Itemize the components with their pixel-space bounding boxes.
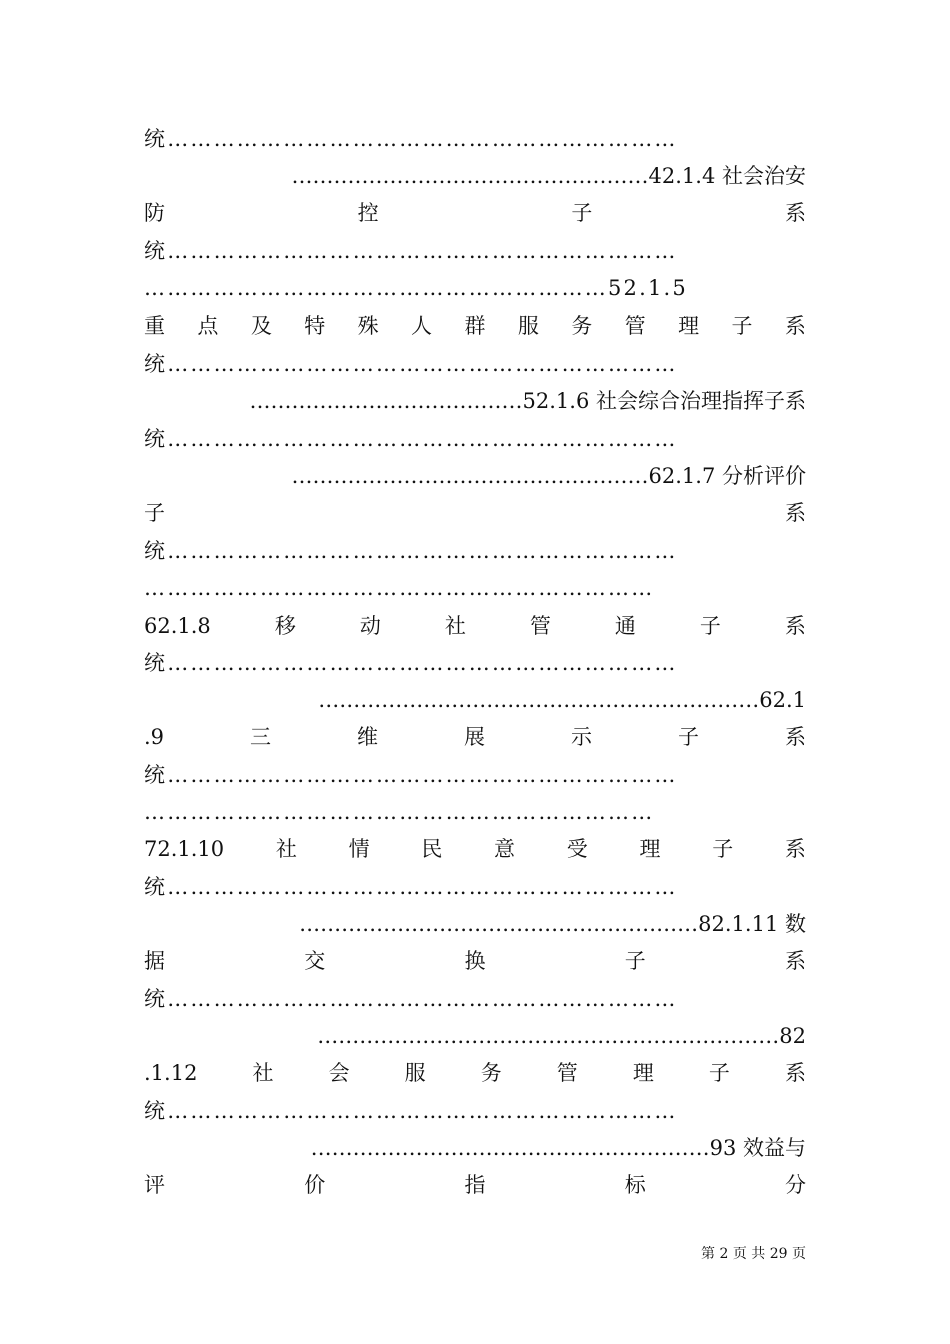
toc-word: 管 (624, 314, 646, 338)
toc-word: 理 (632, 1061, 654, 1085)
toc-word: 价 (304, 1173, 326, 1197)
toc-word: 受 (566, 837, 588, 861)
toc-line: …………………………………………………82.1.11 数 (299, 912, 806, 936)
toc-line: 统………………………………………………………… (144, 1099, 678, 1123)
toc-line: ……………………………………………62.1.7 分析评价 (291, 464, 806, 488)
toc-line: 统………………………………………………………… (144, 763, 678, 787)
toc-line: ………………………………………………………62.1 (318, 688, 806, 712)
toc-line: 统………………………………………………………… (144, 875, 678, 899)
toc-line (144, 946, 806, 976)
toc-line (144, 1170, 806, 1200)
toc-line: …………………………………52.1.6 社会综合治理指挥子系 (249, 389, 806, 413)
toc-word: 重 (144, 314, 165, 338)
toc-word: 标 (624, 1173, 646, 1197)
toc-word: 系 (784, 1061, 806, 1085)
toc-line: ………………………………………………………… (144, 576, 655, 600)
toc-word: 务 (571, 314, 593, 338)
toc-line (144, 611, 806, 641)
toc-word: 展 (464, 725, 485, 749)
toc-line: 统………………………………………………………… (144, 239, 678, 263)
toc-word: 子 (699, 614, 721, 638)
toc-word: 防 (144, 201, 165, 225)
toc-word: 子 (624, 949, 646, 973)
toc-word: 维 (357, 725, 379, 749)
toc-word: 系 (784, 614, 806, 638)
toc-word: 理 (678, 314, 700, 338)
toc-word: 通 (614, 614, 636, 638)
toc-line: ……………………………………………42.1.4 社会治安 (291, 164, 806, 188)
toc-word: 社 (252, 1061, 274, 1085)
toc-word: 系 (784, 837, 806, 861)
toc-word: 子 (731, 314, 753, 338)
toc-word: .9 (144, 725, 165, 749)
toc-line (144, 1058, 806, 1088)
toc-word: 管 (529, 614, 551, 638)
toc-word: 情 (348, 837, 370, 861)
toc-word: .1.12 (144, 1061, 198, 1085)
toc-word: 子 (708, 1061, 730, 1085)
toc-word: 移 (274, 614, 296, 638)
toc-line: 统………………………………………………………… (144, 352, 678, 376)
toc-word: 动 (359, 614, 381, 638)
toc-word: 子 (677, 725, 699, 749)
toc-line: …………………………………………………………82 (317, 1024, 806, 1048)
toc-word: 示 (570, 725, 592, 749)
toc-word: 群 (464, 314, 486, 338)
toc-line: ………………………………………………………… (144, 800, 655, 824)
toc-word: 务 (480, 1061, 502, 1085)
toc-word: 评 (144, 1173, 165, 1197)
toc-word: 服 (404, 1061, 426, 1085)
toc-line (144, 834, 806, 864)
toc-line (144, 498, 806, 528)
toc-word: 换 (464, 949, 486, 973)
toc-word: 服 (517, 314, 539, 338)
toc-line: 统………………………………………………………… (144, 127, 678, 151)
toc-word: 及 (250, 314, 272, 338)
page-number: 第 2 页 共 29 页 (701, 1246, 806, 1262)
toc-word: 子 (144, 501, 165, 525)
toc-line: 统………………………………………………………… (144, 987, 678, 1011)
toc-word: 据 (144, 949, 165, 973)
toc-word: 点 (197, 314, 219, 338)
toc-word: 指 (464, 1173, 486, 1197)
toc-word: 殊 (357, 314, 379, 338)
toc-word: 子 (712, 837, 734, 861)
toc-word: 系 (784, 725, 806, 749)
toc-word: 意 (494, 837, 516, 861)
toc-word: 62.1.8 (144, 614, 211, 638)
toc-line (144, 198, 806, 228)
toc-word: 特 (304, 314, 326, 338)
toc-word: 管 (556, 1061, 578, 1085)
toc-word: 民 (421, 837, 443, 861)
toc-word: 系 (785, 501, 806, 525)
toc-line: ……………………………………………………52.1.5 (144, 276, 688, 300)
toc-word: 交 (304, 949, 326, 973)
toc-line: 统………………………………………………………… (144, 539, 678, 563)
toc-word: 三 (250, 725, 272, 749)
toc-word: 72.1.10 (144, 837, 225, 861)
toc-word: 系 (785, 949, 806, 973)
toc-word: 系 (784, 314, 806, 338)
toc-line: …………………………………………………93 效益与 (310, 1136, 806, 1160)
toc-line: 统………………………………………………………… (144, 427, 678, 451)
toc-word: 子 (571, 201, 593, 225)
toc-word: 系 (784, 201, 806, 225)
toc-word: 理 (639, 837, 661, 861)
toc-line: 统………………………………………………………… (144, 651, 678, 675)
toc-line (144, 311, 806, 341)
toc-word: 会 (328, 1061, 350, 1085)
toc-line (144, 722, 806, 752)
toc-word: 分 (785, 1173, 806, 1197)
toc-word: 社 (275, 837, 297, 861)
toc-word: 控 (357, 201, 379, 225)
toc-word: 人 (411, 314, 433, 338)
toc-word: 社 (444, 614, 466, 638)
